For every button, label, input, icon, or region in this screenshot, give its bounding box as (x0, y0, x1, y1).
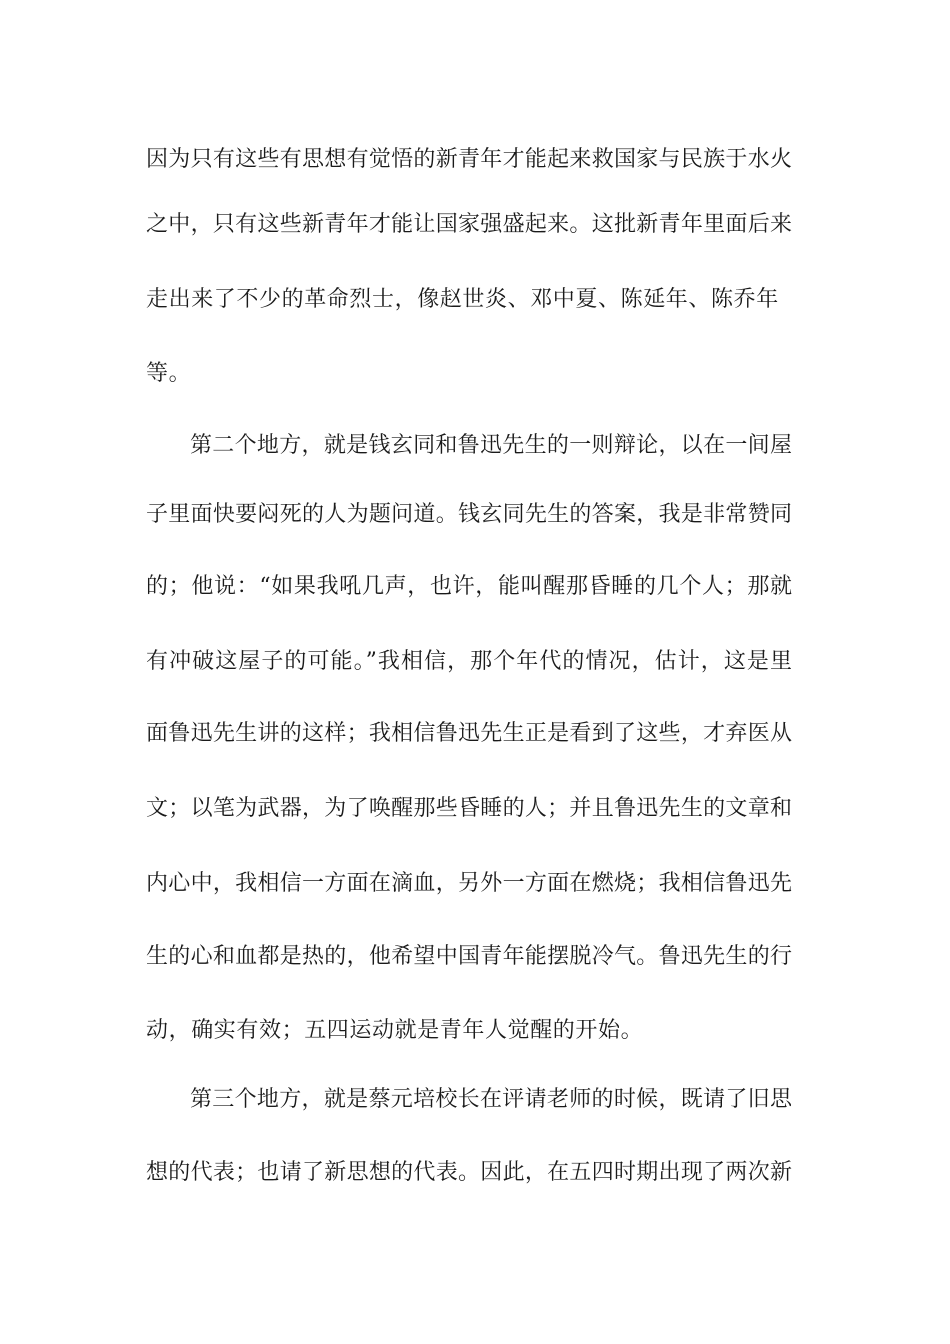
text-line: 想的代表；也请了新思想的代表。因此，在五四时期出现了两次新 (146, 1160, 792, 1185)
text-line: 有冲破这屋子的可能。”我相信，那个年代的情况，估计，这是里 (146, 649, 792, 674)
text-line: 的；他说：“如果我吼几声，也许，能叫醒那昏睡的几个人；那就 (146, 574, 792, 599)
text-line: 内心中，我相信一方面在滴血，另外一方面在燃烧；我相信鲁迅先 (146, 871, 792, 896)
text-line: 走出来了不少的革命烈士，像赵世炎、邓中夏、陈延年、陈乔年 (146, 287, 779, 312)
text-line: 之中，只有这些新青年才能让国家强盛起来。这批新青年里面后来 (146, 212, 792, 237)
text-line: 动，确实有效；五四运动就是青年人觉醒的开始。 (146, 1018, 644, 1043)
text-line: 生的心和血都是热的，他希望中国青年能摆脱冷气。鲁迅先生的行 (146, 944, 792, 969)
text-line: 面鲁迅先生讲的这样；我相信鲁迅先生正是看到了这些，才弃医从 (146, 721, 792, 746)
text-line: 因为只有这些有思想有觉悟的新青年才能起来救国家与民族于水火 (146, 147, 792, 172)
text-line: 等。 (146, 361, 192, 386)
paragraph-first-line: 第三个地方，就是蔡元培校长在评请老师的时候，既请了旧思 (190, 1087, 792, 1112)
text-line: 子里面快要闷死的人为题问道。钱玄同先生的答案，我是非常赞同 (146, 502, 792, 527)
text-line: 文；以笔为武器，为了唤醒那些昏睡的人；并且鲁迅先生的文章和 (146, 796, 792, 821)
paragraph-first-line: 第二个地方，就是钱玄同和鲁迅先生的一则辩论，以在一间屋 (190, 433, 792, 458)
